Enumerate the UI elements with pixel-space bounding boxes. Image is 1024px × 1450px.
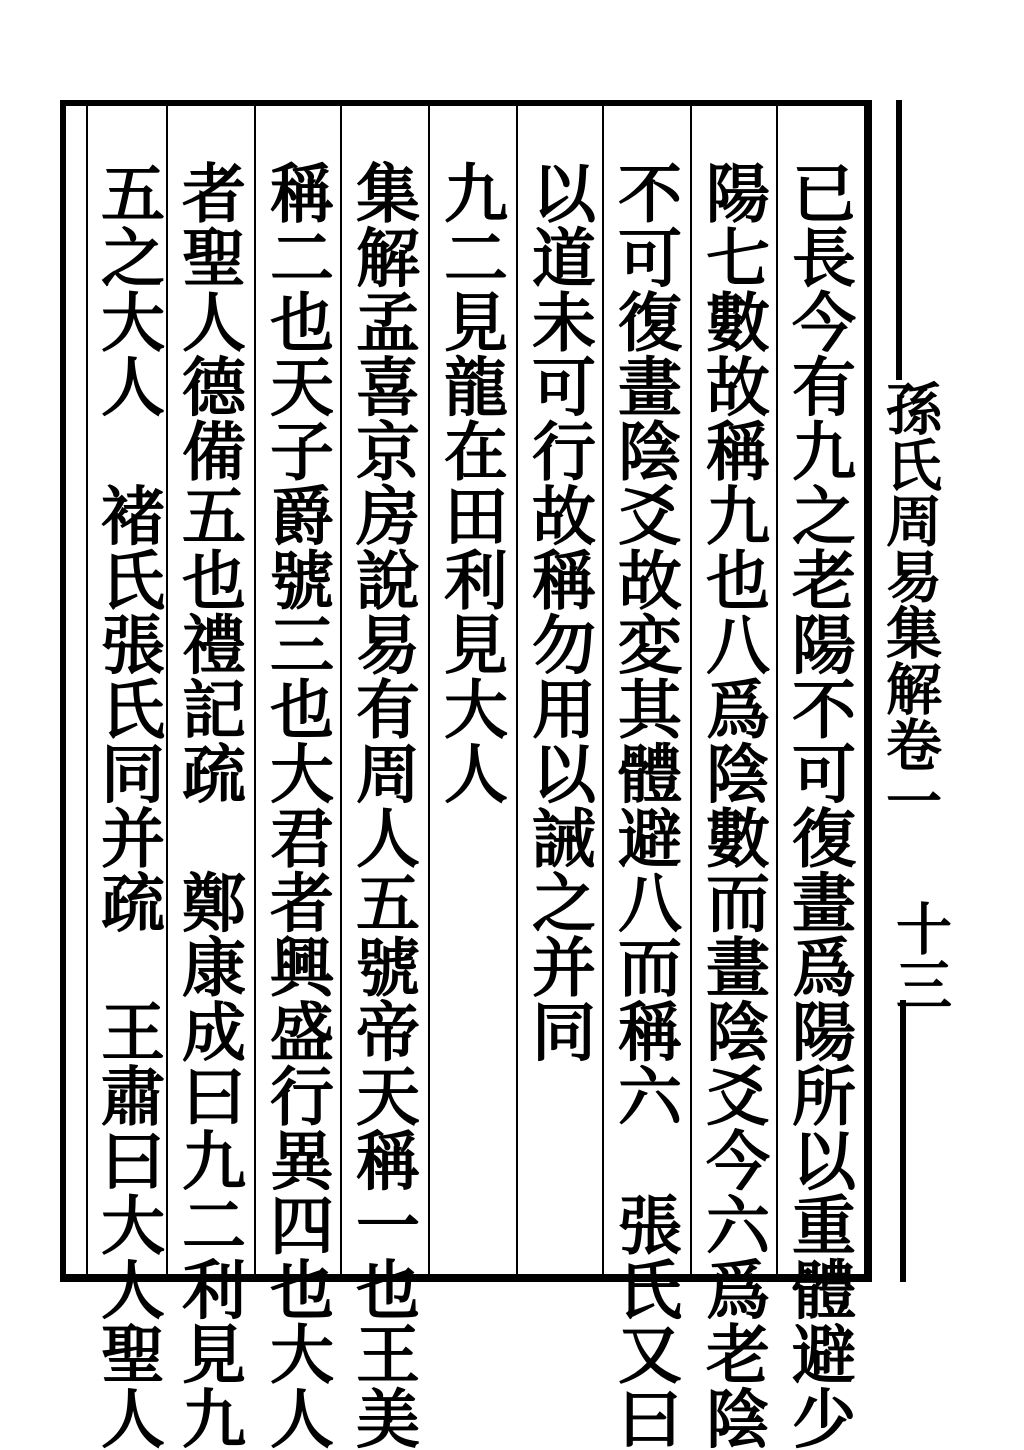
column-rule <box>340 106 342 1274</box>
margin-title: 孫氏周易集解卷一 <box>877 380 943 828</box>
column-rule <box>690 106 692 1274</box>
text-column-1: 已長今有九之老陽不可復畫爲陽所以重體避少 <box>781 160 856 1450</box>
column-rule <box>254 106 256 1274</box>
text-column-2: 陽七數故稱九也八爲陰數而畫陰爻今六爲老陰 <box>695 160 770 1450</box>
column-rule <box>602 106 604 1274</box>
column-rule <box>166 106 168 1274</box>
margin-bar-bottom <box>900 1000 906 1282</box>
column-rule <box>86 106 88 1274</box>
column-rule <box>776 106 778 1274</box>
margin-bar-top <box>896 100 902 380</box>
text-column-5: 九二見龍在田利見大人 <box>433 160 508 805</box>
text-column-6: 集解孟喜京房說易有周人五號帝天稱一也王美 <box>345 160 420 1450</box>
column-rule <box>428 106 430 1274</box>
text-column-4: 以道未可行故稱勿用以誡之并同 <box>521 160 596 1063</box>
text-column-3: 不可復畫陰爻故変其體避八而稱六 張氏又曰 <box>607 160 682 1450</box>
text-column-7: 稱二也天子爵號三也大君者興盛行異四也大人 <box>259 160 334 1450</box>
page-number: 十三 <box>887 900 953 1012</box>
text-column-9: 五之大人 褚氏張氏同并疏 王肅曰大人聖人 <box>90 160 165 1450</box>
text-column-8: 者聖人德備五也禮記疏 鄭康成曰九二利見九 <box>171 160 246 1450</box>
column-rule <box>516 106 518 1274</box>
